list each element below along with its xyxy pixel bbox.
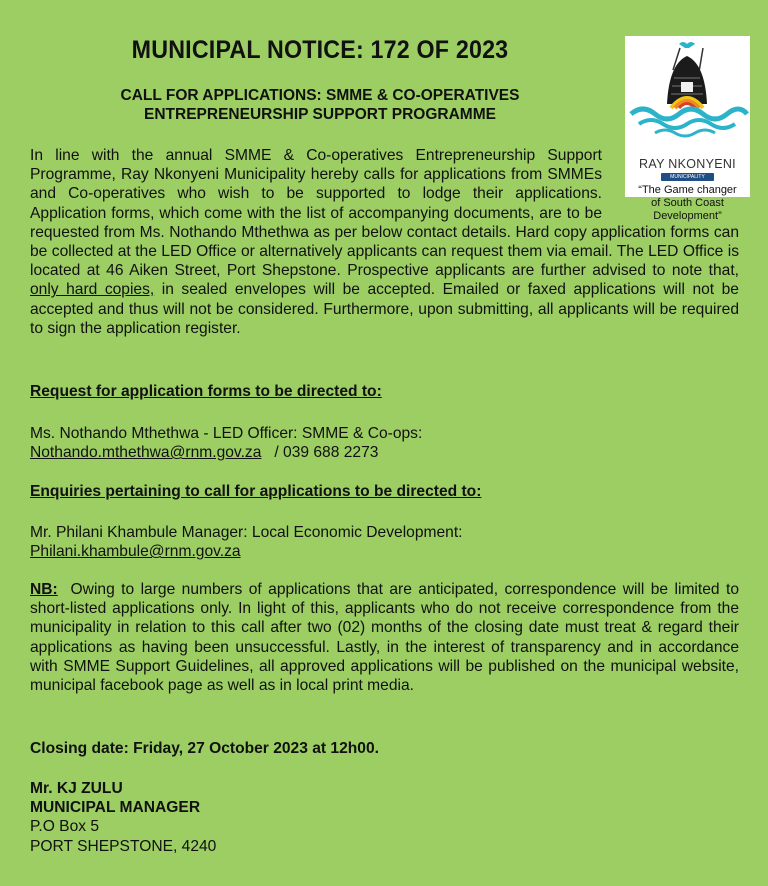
tagline-line-1: “The Game changer	[638, 184, 737, 196]
enquiries-section	[30, 482, 739, 501]
request-email-link[interactable]: Nothando.mthethwa@rnm.gov.za	[30, 444, 262, 462]
logo-badge: MUNICIPALITY	[661, 173, 714, 181]
request-phone: / 039 688 2273	[274, 444, 379, 462]
enquiries-contact-line: Mr. Philani Khambule Manager: Local Economic Development:	[30, 524, 463, 541]
request-section	[30, 382, 739, 401]
enquiries-email-link[interactable]: Philani.khambule@rnm.gov.za	[30, 543, 241, 561]
subtitle-line-2: ENTREPRENEURSHIP SUPPORT PROGRAMME	[144, 106, 496, 123]
closing-date: Closing date: Friday, 27 October 2023 at 12h00.	[30, 740, 379, 757]
logo-emblem-icon	[625, 36, 750, 157]
address-line-1: P.O Box 5	[30, 818, 100, 836]
hard-copies-emphasis: only hard copies,	[30, 281, 155, 299]
intro-paragraph	[30, 146, 739, 338]
enquiries-heading: Enquiries pertaining to call for applications to be directed to:	[30, 483, 482, 500]
enquiries-contact	[30, 523, 739, 561]
signatory-name: Mr. KJ ZULU	[30, 780, 123, 797]
nb-label: NB:	[30, 581, 58, 598]
nb-text: Owing to large numbers of applications that are anticipated, correspondence will be limited to short-listed applications only. In light of this, applicants who do not receive correspondence from the municipality in relation to this call after two (02) months of the closing date must treat & regard their applications as having been unsuccessful. Lastly, in the interest of transparency and in accordance with SMME Support Guidelines, all approved applications will be published on the municipal website, municipal facebook page as well as in local print media.	[30, 581, 739, 695]
notice-title: MUNICIPAL NOTICE: 172 OF 2023	[131, 36, 509, 64]
signatory-position: MUNICIPAL MANAGER	[30, 799, 201, 817]
request-contact	[30, 424, 739, 462]
request-heading: Request for application forms to be directed to:	[30, 383, 382, 400]
subtitle-line-1: CALL FOR APPLICATIONS: SMME & CO-OPERATIVES	[120, 87, 520, 104]
request-contact-line: Ms. Nothando Mthethwa - LED Officer: SMME & Co-ops:	[30, 425, 423, 442]
signature-block	[30, 779, 739, 856]
tagline-line-2: of South Coast	[651, 197, 724, 209]
notice-subtitle	[0, 86, 640, 124]
nb-paragraph	[30, 580, 739, 695]
tagline-line-3: Development”	[653, 210, 722, 222]
intro-text: In line with the annual SMME & Co-operatives Entrepreneurship Support Programme, Ray Nkonyeni Municipality hereby calls for applications from SMMEs and Co-operatives who wish to be supported to lodge their applications. Application forms, which come with the list of accompanying documents, are to be requested from Ms. Nothando Mthethwa as per below contact details. Hard copy application forms can be collected at the LED Office or alternatively applicants can request them via email. The LED Office is located at 46 Aiken Street, Port Shepstone. Prospective applicants are further advised to note that,	[30, 147, 739, 280]
address-line-2: PORT SHEPSTONE, 4240	[30, 837, 217, 855]
logo-name: RAY NKONYENI	[639, 157, 736, 171]
intro-text-end: in sealed envelopes will be accepted. Emailed or faxed applications will not be accepted and thus will not be considered. Furthermore, upon submitting, all applicants will be required to sign the application register.	[30, 281, 739, 337]
